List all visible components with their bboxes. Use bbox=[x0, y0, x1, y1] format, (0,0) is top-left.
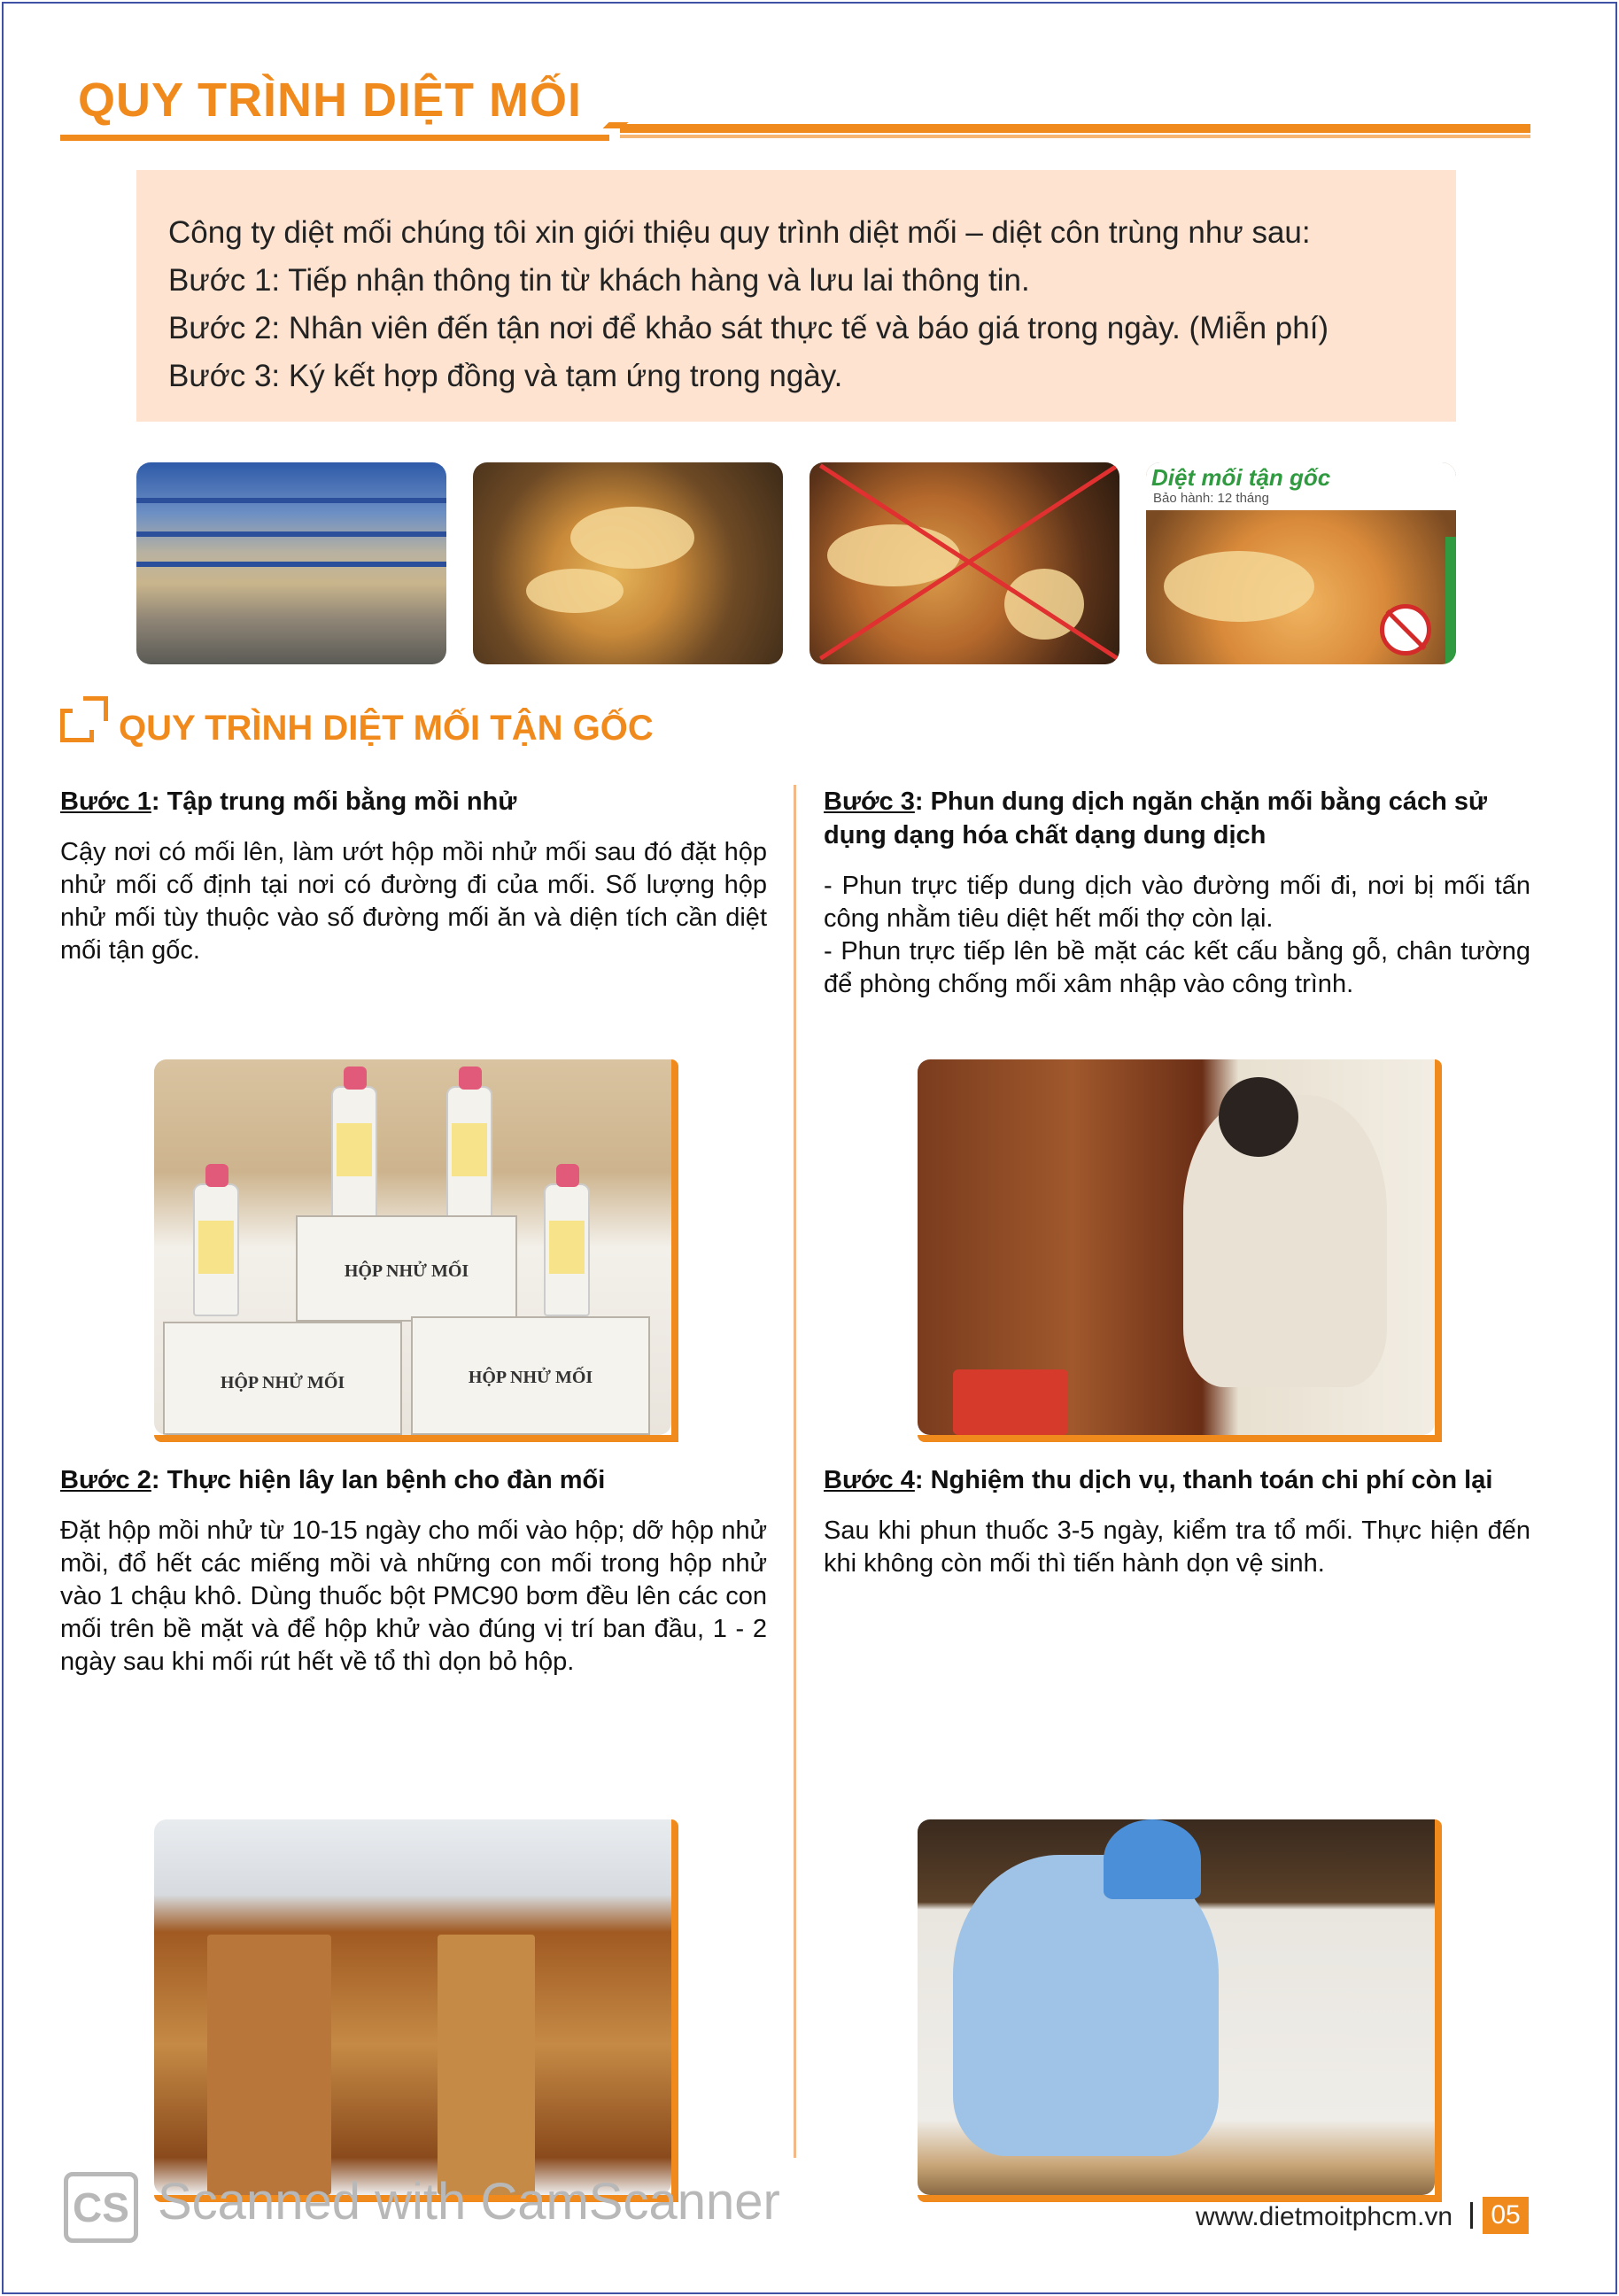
hard-hat bbox=[1104, 1819, 1201, 1899]
termite-shape bbox=[570, 507, 694, 569]
box-label: HỘP NHỬ MỐI bbox=[344, 1261, 469, 1281]
intro-line: Công ty diệt mối chúng tôi xin giới thiệu quy trình diệt mối – diệt côn trùng như sau: bbox=[168, 215, 1311, 250]
step-heading bbox=[60, 785, 767, 818]
warranty-badge-photo bbox=[1146, 462, 1456, 664]
shelf-beam bbox=[136, 531, 446, 537]
badge-accent-bar bbox=[1445, 537, 1456, 664]
step-label: Bước 3 bbox=[824, 787, 915, 816]
step-body: Cậy nơi có mối lên, làm ướt hộp mồi nhử mối sau đó đặt hộp nhử mối cố định tại nơi có đường đi của mối. Số lượng hộp nhử mối tùy thuộc vào số đường mối ăn và diện tích cần diệt mối tận gốc. bbox=[60, 838, 767, 965]
section-title: QUY TRÌNH DIỆT MỐI TẬN GỐC bbox=[119, 709, 654, 748]
termite-damaged-wood-photo bbox=[154, 1819, 671, 2195]
termite-shape bbox=[1164, 551, 1314, 622]
bottle bbox=[193, 1183, 239, 1316]
worker-figure bbox=[953, 1855, 1219, 2156]
step-4 bbox=[824, 1463, 1530, 1580]
bottle bbox=[446, 1086, 492, 1219]
intro-line: Bước 2: Nhân viên đến tận nơi để khảo sát thực tế và báo giá trong ngày. (Miễn phí) bbox=[168, 311, 1329, 345]
step-heading bbox=[60, 1463, 767, 1497]
camscanner-logo: CS bbox=[64, 2172, 138, 2243]
warehouse-photo bbox=[136, 462, 446, 664]
wood-beam bbox=[207, 1935, 331, 2195]
box-label: HỘP NHỬ MỐI bbox=[220, 1373, 345, 1392]
step-1 bbox=[60, 785, 767, 967]
step-title: : Tập trung mối bằng mồi nhử bbox=[151, 787, 517, 816]
bait-box bbox=[411, 1316, 650, 1435]
page-number: 05 bbox=[1483, 2197, 1529, 2234]
wood-beam bbox=[438, 1935, 535, 2195]
footer-separator bbox=[1470, 2202, 1473, 2229]
badge-subtitle: Bảo hành: 12 tháng bbox=[1153, 491, 1269, 506]
title-rule-secondary bbox=[620, 135, 1530, 138]
step-bullet: - Phun trực tiếp lên bề mặt các kết cấu bằng gỗ, chân tường để phòng chống mối xâm nhập vào công trình. bbox=[824, 937, 1530, 998]
step-body: Đặt hộp mồi nhử từ 10-15 ngày cho mối vào hộp; dỡ hộp nhử mồi, đổ hết các miếng mồi và những con mối trong hộp nhử vào 1 chậu khô. Dùng thuốc bột PMC90 bơm đều lên các con mối trên bề mặt và để hộp khử vào đúng vị trí ban đầu, 1 - 2 ngày sau khi mối rút hết về tổ thì dọn bỏ hộp. bbox=[60, 1516, 767, 1676]
badge-title: Diệt mối tận gốc bbox=[1151, 464, 1331, 491]
shelf-beam bbox=[136, 498, 446, 503]
shelf-beam bbox=[136, 562, 446, 567]
title-underline bbox=[60, 135, 609, 141]
worker-head bbox=[1219, 1077, 1298, 1157]
step-heading bbox=[824, 1463, 1530, 1497]
step-bullet: - Phun trực tiếp dung dịch vào đường mối đi, nơi bị mối tấn công nhằm tiêu diệt hết mối thợ còn lại. bbox=[824, 872, 1530, 933]
step-label: Bước 2 bbox=[60, 1466, 151, 1494]
box-label: HỘP NHỬ MỐI bbox=[468, 1368, 593, 1387]
step-2 bbox=[60, 1463, 767, 1679]
termite-shape bbox=[526, 569, 624, 613]
step-body: Sau khi phun thuốc 3-5 ngày, kiểm tra tổ mối. Thực hiện đến khi không còn mối thì tiến hành dọn vệ sinh. bbox=[824, 1516, 1530, 1578]
bottle bbox=[544, 1183, 590, 1316]
step-3 bbox=[824, 785, 1530, 1001]
title-rule bbox=[620, 124, 1530, 133]
inspection-worker-photo bbox=[918, 1819, 1435, 2195]
intro-box bbox=[136, 170, 1456, 422]
page-title: QUY TRÌNH DIỆT MỐI bbox=[78, 74, 583, 127]
step-title: : Nghiệm thu dịch vụ, thanh toán chi phí còn lại bbox=[914, 1466, 1493, 1494]
step-label: Bước 4 bbox=[824, 1466, 915, 1494]
step-title: : Thực hiện lây lan bệnh cho đàn mối bbox=[151, 1466, 606, 1494]
bait-box-photo bbox=[154, 1059, 671, 1435]
website-url: www.dietmoitphcm.vn bbox=[1196, 2202, 1453, 2231]
no-termite-icon bbox=[1380, 604, 1431, 655]
step-body bbox=[824, 870, 1530, 1001]
bait-box bbox=[163, 1322, 402, 1435]
intro-line: Bước 1: Tiếp nhận thông tin từ khách hàng và lưu lai thông tin. bbox=[168, 263, 1030, 298]
step-title: : Phun dung dịch ngăn chặn mối bằng cách sử dụng dạng hóa chất dạng dung dịch bbox=[824, 787, 1488, 849]
step-heading bbox=[824, 785, 1530, 852]
bottle bbox=[331, 1086, 377, 1219]
red-box bbox=[953, 1369, 1068, 1435]
bait-box bbox=[296, 1215, 517, 1322]
column-divider bbox=[794, 785, 796, 2158]
termite-photo bbox=[473, 462, 783, 664]
expand-icon bbox=[60, 696, 112, 748]
crossed-termite-photo bbox=[810, 462, 1119, 664]
step-label: Bước 1 bbox=[60, 787, 151, 816]
intro-line: Bước 3: Ký kết hợp đồng và tạm ứng trong ngày. bbox=[168, 359, 843, 393]
spraying-worker-photo bbox=[918, 1059, 1435, 1435]
camscanner-watermark: Scanned with CamScanner bbox=[158, 2173, 780, 2230]
